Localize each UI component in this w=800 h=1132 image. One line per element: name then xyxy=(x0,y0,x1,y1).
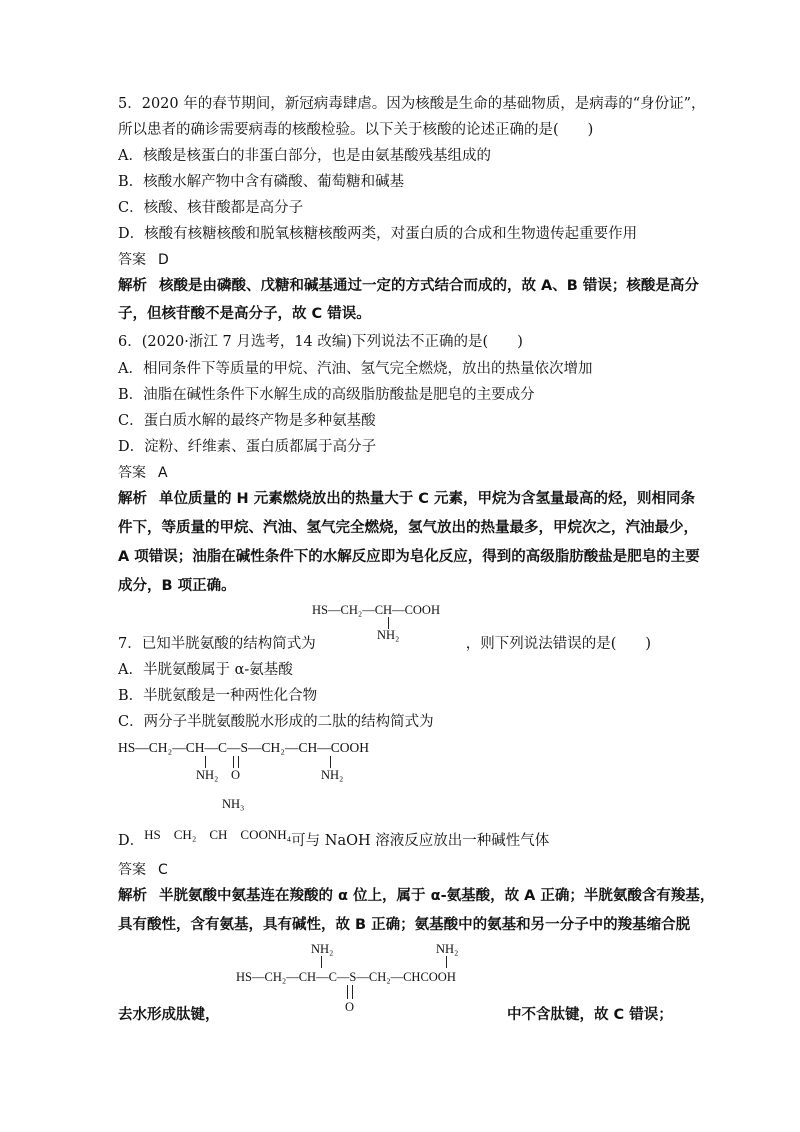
q7-explanation-line2: 具有酸性，含有氨基，具有碱性，故 B 正确；氨基酸中的氨基和另一分子中的羧基缩合脱 xyxy=(118,917,691,933)
answer-value: C xyxy=(158,862,168,878)
q7-stem-part1: 7．已知半胱氨酸的结构简式为 xyxy=(118,636,316,652)
q6-option-b: B．油脂在碱性条件下水解生成的高级脂肪酸盐是肥皂的主要成分 xyxy=(118,387,535,403)
option-d-text: 可与 NaOH 溶液反应放出一种碱性气体 xyxy=(291,833,550,849)
explanation-label: 解析 xyxy=(118,888,147,904)
q6-answer xyxy=(118,463,168,483)
option-d-formula: HS CH₂ CH COONH₄ xyxy=(144,827,292,842)
q6-explanation-line4: 成分，B 项正确。 xyxy=(118,578,236,594)
answer-value: D xyxy=(158,252,169,268)
explanation-text: 半胱氨酸中氨基连在羧酸的 α 位上，属于 α-氨基酸，故 A 正确；半胱氨酸含有羧基， xyxy=(159,888,715,904)
q6-option-c: C．蛋白质水解的最终产物是多种氨基酸 xyxy=(118,413,376,429)
q7-option-b: B．半胱氨酸是一种两性化合物 xyxy=(118,688,318,704)
q6-option-a: A．相同条件下等质量的甲烷、汽油、氢气完全燃烧，放出的热量依次增加 xyxy=(118,361,593,377)
double-bond-line xyxy=(347,985,353,999)
q5-stem-line2: 所以患者的确诊需要病毒的核酸检验。以下关于核酸的论述正确的是( ) xyxy=(118,122,594,138)
q7-option-d xyxy=(118,827,550,851)
q7-option-a: A．半胱氨酸属于 α-氨基酸 xyxy=(118,662,293,678)
q7-answer xyxy=(118,860,168,880)
thio-formula-main: HS—CH₂—CH—C—S—CH₂—CHCOOH xyxy=(236,970,456,984)
bond-line xyxy=(205,756,206,768)
q7-stem-part2: ，则下列说法错误的是( ) xyxy=(465,636,652,652)
q5-option-c: C．核酸、核苷酸都是高分子 xyxy=(118,200,304,216)
q5-option-d: D．核酸有核糖核酸和脱氧核糖核酸两类，对蛋白质的合成和生物遗传起重要作用 xyxy=(118,226,638,242)
q7-option-c: C．两分子半胱氨酸脱水形成的二肽的结构简式为 xyxy=(118,714,434,730)
q5-explanation-line1 xyxy=(118,276,699,296)
explanation-text: 单位质量的 H 元素燃烧放出的热量大于 C 元素，甲烷为含氢量最高的烃，则相同条 xyxy=(159,491,695,507)
explanation-text-a: 去水形成肽键， xyxy=(118,1007,220,1023)
dipeptide-formula-main: HS—CH₂—CH—C—S—CH₂—CH—COOH xyxy=(118,740,369,755)
explanation-text: 核酸是由磷酸、戊糖和碱基通过一定的方式结合而成的，故 A、B 错误；核酸是高分 xyxy=(159,278,699,294)
q7-explanation-line3 xyxy=(118,1005,680,1025)
q6-explanation-line3: A 项错误；油脂在碱性条件下的水解反应即为皂化反应，得到的高级脂肪酸盐是肥皂的主要 xyxy=(118,549,700,565)
double-bond-line xyxy=(233,756,239,768)
bond-line xyxy=(330,756,331,768)
q5-answer xyxy=(118,250,169,270)
dipeptide-nh2-left: NH₂ xyxy=(196,768,219,782)
q7-stem xyxy=(118,634,651,654)
cysteine-formula-main: HS—CH₂—CH—COOH xyxy=(312,603,440,617)
q6-explanation-line1 xyxy=(118,489,695,509)
q6-option-d: D．淀粉、纤维素、蛋白质都属于高分子 xyxy=(118,439,377,455)
dipeptide-nh2-right: NH₂ xyxy=(321,768,344,782)
explanation-label: 解析 xyxy=(118,278,147,294)
q6-stem: 6．(2020·浙江 7 月选考，14 改编)下列说法不正确的是( ) xyxy=(118,334,523,350)
answer-label: 答案 xyxy=(118,465,146,481)
q5-option-b: B．核酸水解产物中含有磷酸、葡萄糖和碱基 xyxy=(118,174,405,190)
answer-label: 答案 xyxy=(118,862,146,878)
bond-line xyxy=(446,956,447,968)
q5-explanation-line2: 子，但核苷酸不是高分子，故 C 错误。 xyxy=(118,306,371,322)
q5-stem-line1: 5．2020 年的春节期间，新冠病毒肆虐。因为核酸是生命的基础物质，是病毒的“身份证”， xyxy=(118,96,706,112)
explanation-label: 解析 xyxy=(118,491,147,507)
q7-explanation-line1 xyxy=(118,886,714,906)
dipeptide-carbonyl-o: O xyxy=(231,768,241,782)
option-d-nh3: NH₃ xyxy=(222,797,245,811)
bond-line xyxy=(321,956,322,968)
answer-label: 答案 xyxy=(118,252,146,268)
explanation-text-b: 中不含肽键，故 C 错误； xyxy=(507,1007,673,1023)
thio-nh2-right: NH₂ xyxy=(436,942,459,956)
q5-option-a: A．核酸是核蛋白的非蛋白部分，也是由氨基酸残基组成的 xyxy=(118,148,491,164)
thio-nh2-left: NH₂ xyxy=(311,942,334,956)
q6-explanation-line2: 件下，等质量的甲烷、汽油、氢气完全燃烧，氢气放出的热量最多，甲烷次之，汽油最少， xyxy=(118,520,698,536)
thio-carbonyl-o: O xyxy=(345,1000,355,1014)
answer-value: A xyxy=(158,465,168,481)
option-d-label: D． xyxy=(118,833,145,849)
cysteine-formula-nh2: NH₂ xyxy=(377,628,400,642)
